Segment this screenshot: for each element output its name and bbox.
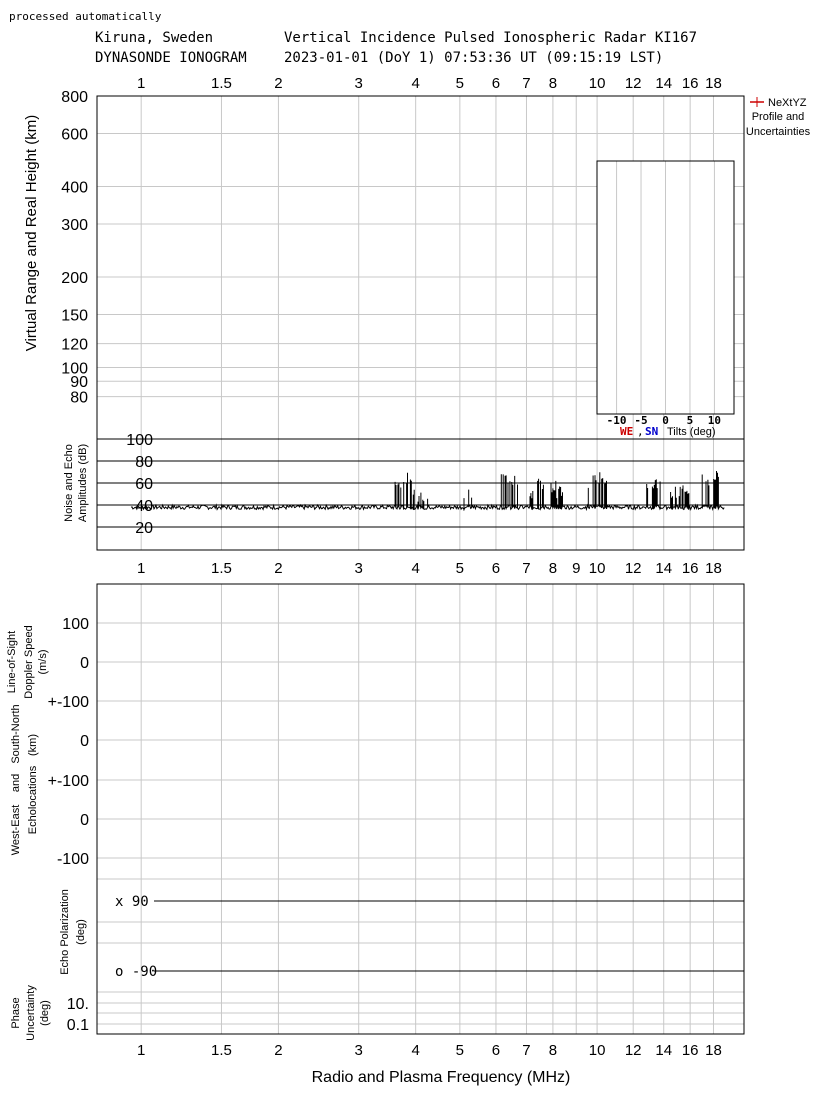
tilts-unit: Tilts (deg) (667, 426, 716, 438)
timestamp: 2023-01-01 (DoY 1) 07:53:36 UT (09:15:19 LST) (284, 50, 664, 66)
lower-tick-label: -100 (56, 851, 89, 868)
pol-label-2: (deg) (75, 919, 87, 945)
height-tick-label: 80 (70, 389, 88, 407)
lower-tick-label: +-100 (47, 694, 89, 711)
freq-tick-bottom: 12 (624, 1042, 642, 1059)
height-tick-label: 120 (61, 336, 88, 354)
amp-axis-label-1: Noise and Echo (63, 444, 75, 522)
freq-ticks-mid (137, 560, 722, 577)
ionogram-title: DYNASONDE IONOGRAM (95, 50, 247, 66)
amplitude-signal (131, 471, 724, 509)
freq-tick-mid: 8 (548, 560, 558, 577)
freq-tick-mid: 1.5 (211, 560, 232, 577)
x-axis-label: Radio and Plasma Frequency (MHz) (311, 1069, 571, 1086)
freq-tick-top: 18 (705, 75, 722, 92)
freq-tick-top: 6 (491, 75, 501, 92)
sn-label-1: South-North (10, 704, 22, 764)
freq-tick-mid: 9 (572, 560, 581, 577)
height-tick-label: 800 (61, 89, 88, 106)
height-tick-label: 600 (61, 126, 88, 144)
freq-tick-bottom: 7 (522, 1042, 531, 1059)
tilt-tick-label: 5 (686, 414, 694, 427)
freq-tick-mid: 12 (624, 560, 642, 577)
freq-tick-mid: 6 (491, 560, 501, 577)
freq-tick-bottom: 18 (705, 1042, 722, 1059)
lower-tick-label: 0 (80, 655, 89, 672)
lower-panel-frame (97, 584, 744, 1034)
height-tick-label: 100 (61, 360, 88, 378)
amp-axis-label-2: Amplitudes (dB) (77, 443, 89, 523)
freq-tick-top: 14 (655, 75, 673, 92)
freq-tick-top: 16 (681, 75, 699, 92)
sn-label-2: (km) (27, 734, 39, 756)
amp-tick-label: 20 (135, 520, 153, 537)
lower-tick-label: 100 (62, 616, 89, 633)
freq-tick-mid: 7 (522, 560, 531, 577)
freq-tick-top: 8 (548, 75, 558, 92)
freq-tick-bottom: 10 (588, 1042, 606, 1059)
height-tick-label: 200 (61, 269, 88, 287)
freq-ticks-bottom (137, 1042, 722, 1059)
doppler-label-3: (m/s) (37, 649, 49, 675)
pol-o-label: o -90 (115, 964, 158, 980)
freq-tick-bottom: 8 (548, 1042, 558, 1059)
tilt-tick-label: 10 (707, 414, 722, 427)
freq-tick-mid: 10 (588, 560, 606, 577)
tilts-sn-label: SN (645, 425, 659, 438)
freq-tick-mid: 4 (411, 560, 420, 577)
freq-ticks-top (137, 75, 722, 92)
freq-tick-top: 7 (522, 75, 531, 92)
freq-tick-top: 1.5 (211, 75, 232, 92)
freq-tick-mid: 3 (354, 560, 363, 577)
freq-tick-top: 4 (411, 75, 420, 92)
legend-line-1: NeXtYZ (768, 97, 807, 109)
legend-line-2: Profile and (751, 111, 805, 123)
amp-tick-label: 60 (135, 476, 153, 493)
freq-tick-bottom: 5 (455, 1042, 465, 1059)
freq-tick-bottom: 3 (354, 1042, 363, 1059)
height-tick-label: 90 (70, 374, 88, 392)
tilt-tick-label: 0 (662, 414, 669, 427)
freq-tick-bottom: 2 (274, 1042, 283, 1059)
height-axis-label: Virtual Range and Real Height (km) (23, 114, 40, 352)
phase-label-1: Phase (10, 997, 22, 1029)
freq-tick-top: 2 (274, 75, 283, 92)
lower-tick-label: +-100 (47, 773, 89, 790)
height-tick-label: 150 (61, 307, 88, 325)
lower-tick-label: 0 (80, 733, 89, 750)
tilts-we-label: WE (620, 425, 634, 438)
freq-tick-top: 10 (588, 75, 606, 92)
we-label-1: West-East (10, 804, 22, 856)
station-name: Kiruna, Sweden (95, 30, 214, 46)
processed-note: processed automatically (9, 10, 162, 23)
legend-line-3: Uncertainties (745, 126, 811, 138)
freq-tick-mid: 18 (705, 560, 722, 577)
tilt-tick-label: -10 (606, 414, 627, 427)
height-tick-label: 400 (61, 179, 88, 197)
height-tick-label: 300 (61, 217, 88, 235)
freq-tick-top: 1 (137, 75, 146, 92)
lower-tick-label: 0 (80, 812, 89, 829)
freq-tick-top: 3 (354, 75, 363, 92)
lower-tick-label: 0.1 (66, 1017, 89, 1034)
freq-tick-top: 5 (455, 75, 465, 92)
height-ticks (61, 89, 88, 407)
tilts-inset (597, 161, 734, 438)
freq-tick-mid: 14 (655, 560, 673, 577)
freq-tick-bottom: 1.5 (211, 1042, 232, 1059)
pol-label-1: Echo Polarization (59, 889, 71, 975)
phase-label-2: Uncertainty (25, 985, 37, 1041)
tilt-tick-label: -5 (634, 414, 648, 427)
radar-title: Vertical Incidence Pulsed Ionospheric Radar KI167 (284, 30, 698, 46)
lower-grid (97, 584, 744, 1034)
freq-tick-mid: 16 (681, 560, 699, 577)
freq-tick-bottom: 1 (137, 1042, 146, 1059)
lower-tick-label: 10. (66, 996, 89, 1013)
amp-tick-label: 40 (135, 498, 153, 515)
tilts-grid (597, 161, 734, 414)
phase-label-3: (deg) (39, 1000, 51, 1026)
doppler-label-1: Line-of-Sight (6, 630, 18, 694)
amp-tick-label: 80 (135, 454, 153, 471)
freq-tick-mid: 2 (274, 560, 283, 577)
freq-tick-bottom: 4 (411, 1042, 420, 1059)
amplitude-ticks (126, 432, 153, 537)
pol-x-label: x 90 (115, 894, 149, 910)
we-label-3: Echolocations (27, 765, 39, 835)
freq-tick-mid: 1 (137, 560, 146, 577)
freq-tick-bottom: 16 (681, 1042, 699, 1059)
freq-tick-mid: 5 (455, 560, 465, 577)
freq-tick-bottom: 14 (655, 1042, 673, 1059)
we-label-2: and (10, 773, 22, 793)
doppler-label-2: Doppler Speed (23, 625, 35, 699)
amp-tick-label: 100 (126, 432, 153, 449)
freq-tick-top: 12 (624, 75, 642, 92)
tilts-comma: , (637, 425, 644, 438)
amplitude-grid (97, 439, 744, 527)
freq-tick-bottom: 6 (491, 1042, 501, 1059)
